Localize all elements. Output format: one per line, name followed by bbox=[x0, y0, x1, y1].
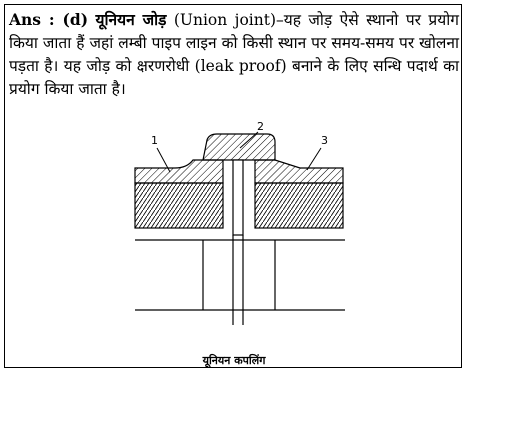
answer-term-hindi: यूनियन जोड़ bbox=[95, 10, 167, 29]
answer-card bbox=[4, 4, 462, 368]
union-joint-diagram bbox=[115, 120, 365, 350]
right-hub bbox=[255, 160, 343, 183]
label-3: 3 bbox=[321, 134, 328, 147]
left-hub bbox=[135, 160, 223, 183]
left-pipe bbox=[135, 183, 223, 228]
answer-body: यह जोड़ ऐसे स्थानो पर प्रयोग किया जाता हैं जहां लम्बी पाइप लाइन को किसी स्थान पर समय-समय पर खोलना पड़ता है। यह जोड़ को क्षरणरोधी (leak proof) बनाने के लिए सन्धि पदार्थ का प्रयोग किया जाता है। bbox=[9, 11, 459, 98]
label-1: 1 bbox=[151, 134, 158, 147]
figure-caption: यूनियन कपलिंग bbox=[202, 354, 266, 367]
gasket bbox=[233, 160, 243, 235]
answer-term-english: (Union joint)– bbox=[173, 11, 284, 29]
union-nut bbox=[203, 134, 275, 160]
answer-paragraph bbox=[9, 8, 459, 101]
right-pipe bbox=[255, 183, 343, 228]
answer-prefix: Ans : (d) bbox=[9, 10, 89, 29]
label-2: 2 bbox=[257, 120, 264, 133]
